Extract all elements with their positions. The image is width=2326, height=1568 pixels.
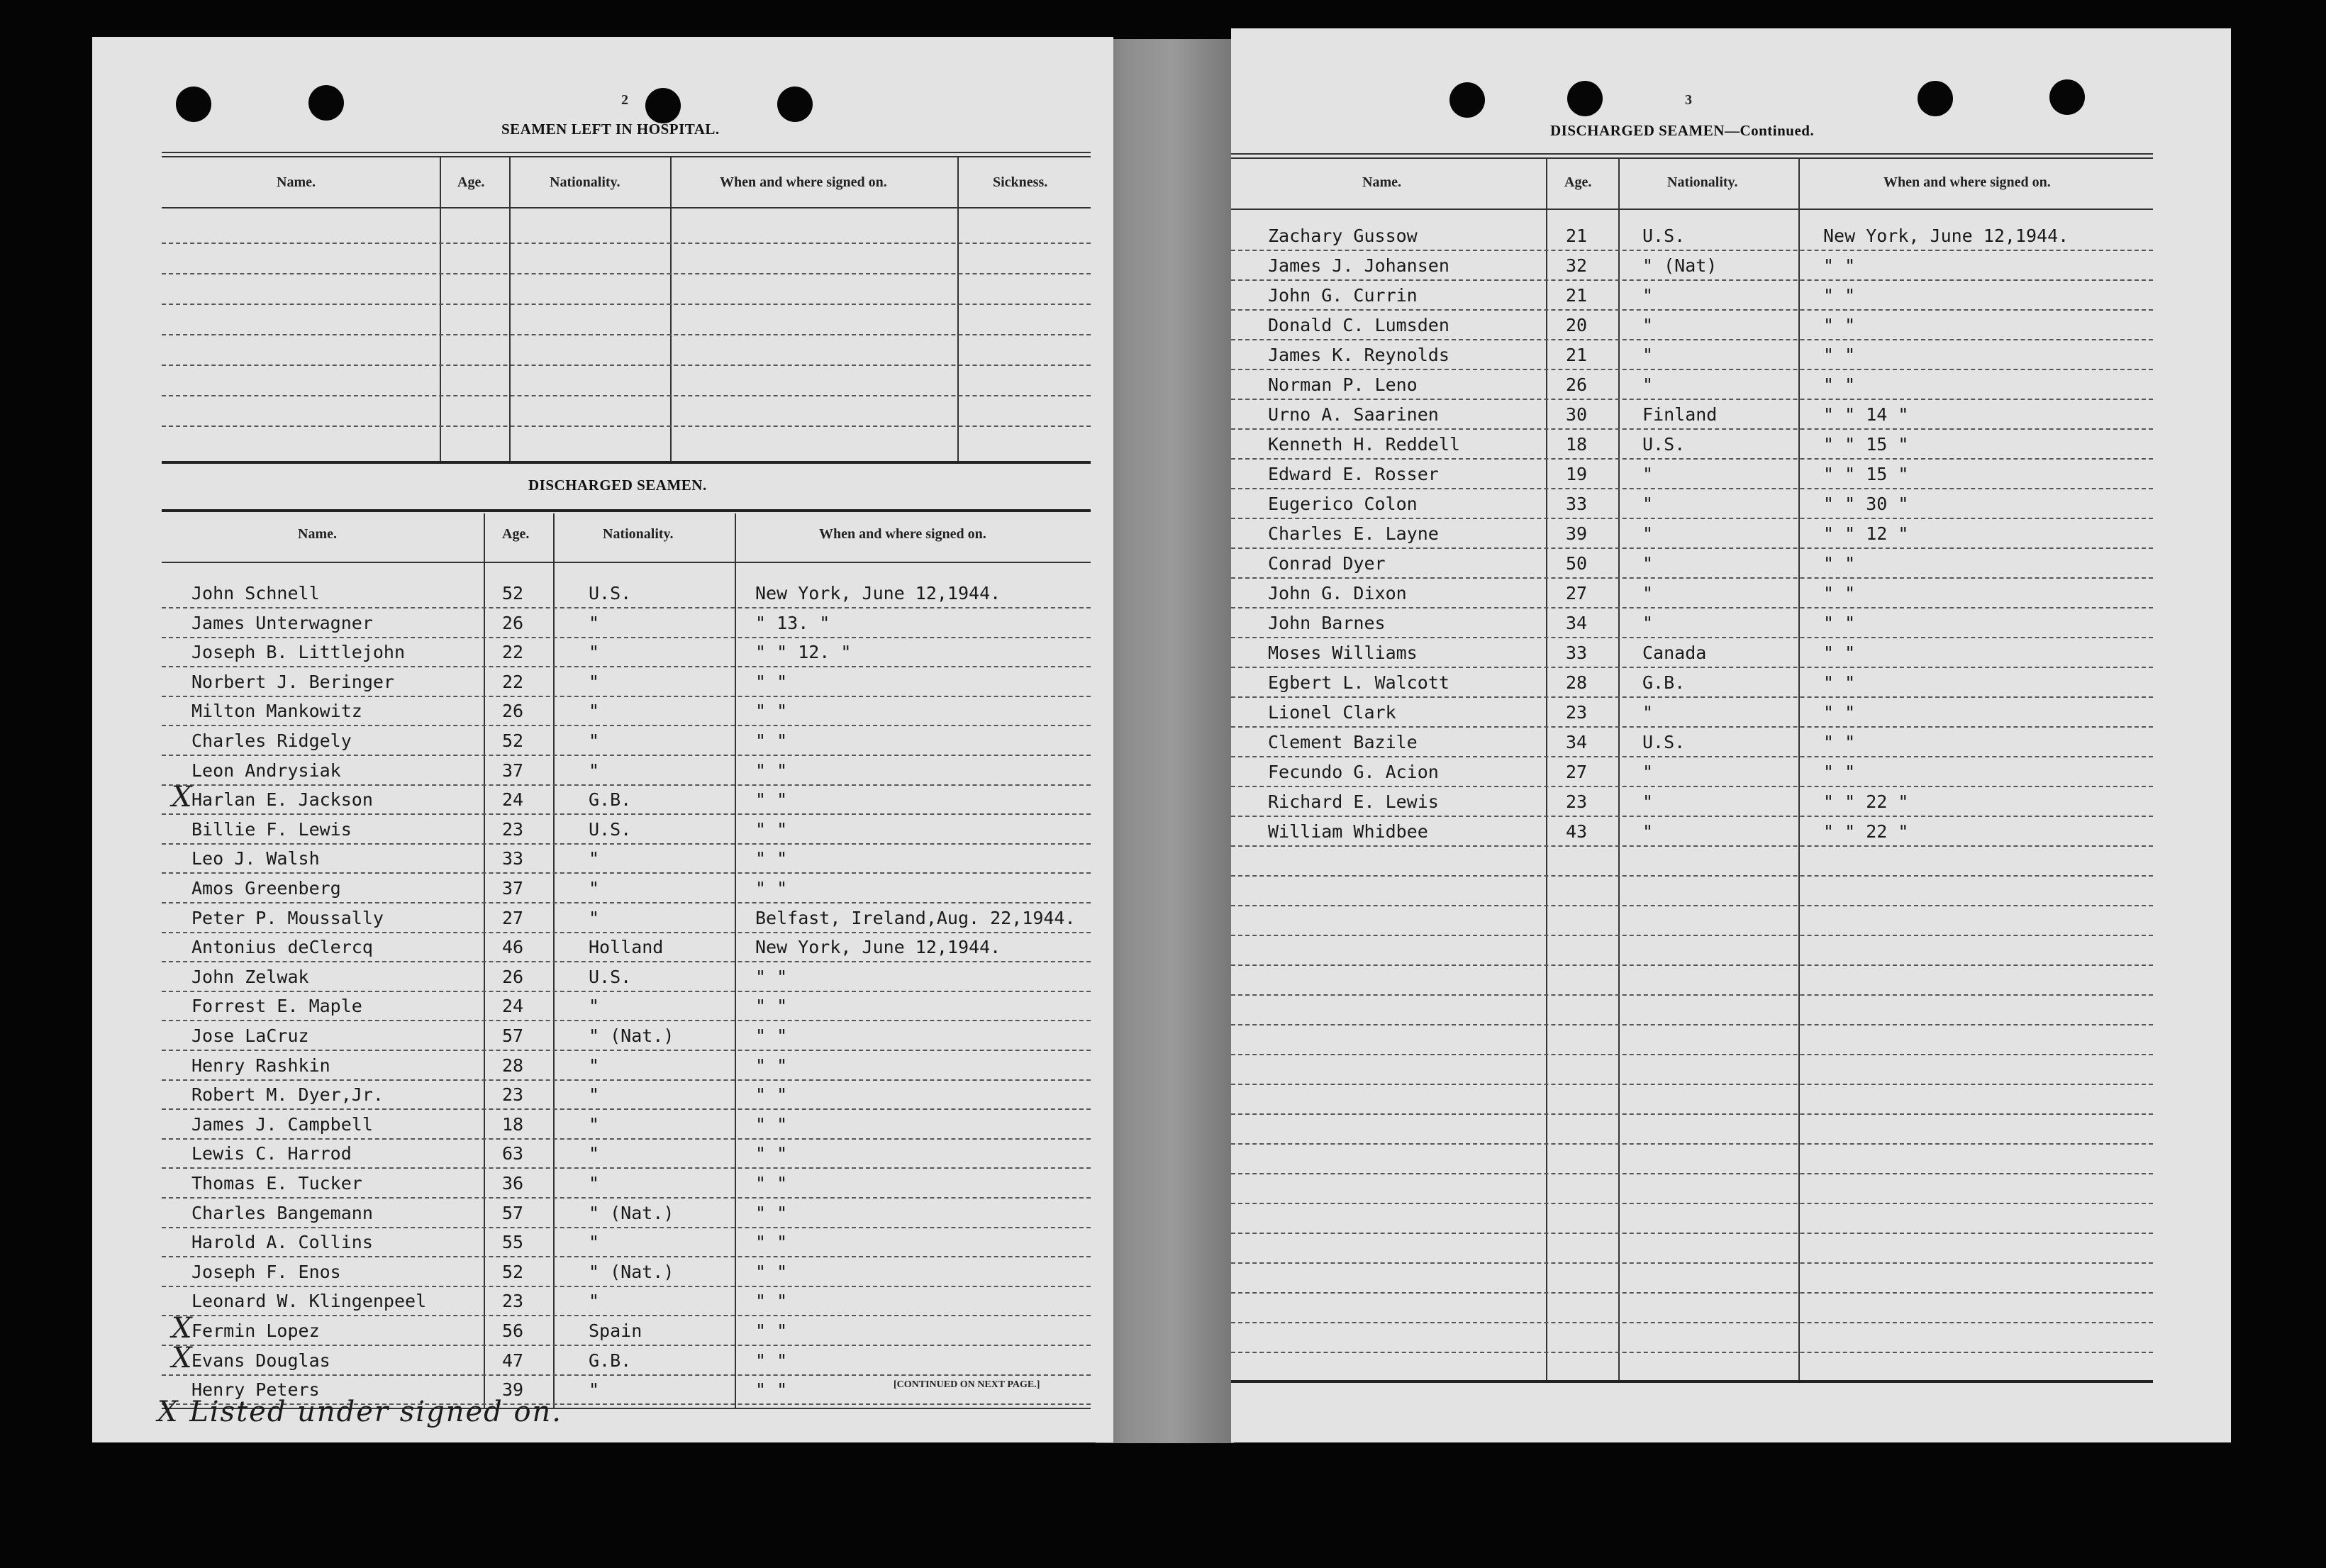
row-rule [162, 932, 1091, 933]
row-rule [162, 607, 1091, 608]
seaman-name: Forrest E. Maple [191, 996, 362, 1016]
seaman-name: Lionel Clark [1268, 702, 1396, 723]
seaman-age: 22 [502, 672, 524, 692]
seaman-name: Henry Peters [191, 1379, 320, 1400]
seaman-nationality: " [1642, 553, 1654, 574]
seaman-signed-on: " " [755, 1203, 788, 1223]
punch-hole [645, 88, 681, 123]
seaman-age: 36 [502, 1173, 524, 1194]
seaman-age: 37 [502, 760, 524, 781]
seaman-nationality: " [1642, 494, 1654, 514]
seaman-name: Joseph B. Littlejohn [191, 642, 406, 662]
seaman-signed-on: " " 15 " [1823, 434, 1909, 455]
row-rule [1231, 905, 2153, 906]
seaman-age: 37 [502, 878, 524, 899]
seaman-name: Fermin Lopez [191, 1320, 320, 1341]
right-header-age: Age. [1564, 174, 1592, 190]
seaman-name: Conrad Dyer [1268, 553, 1386, 574]
row-rule [162, 1138, 1091, 1140]
seaman-name: James Unterwagner [191, 613, 373, 633]
seaman-nationality: " (Nat.) [589, 1203, 674, 1223]
hospital-header-sickness: Sickness. [993, 174, 1048, 190]
punch-hole [2049, 79, 2085, 115]
seaman-signed-on: " " [1823, 702, 1856, 723]
cross-mark: X [172, 1342, 192, 1374]
row-rule [1231, 696, 2153, 698]
seaman-nationality: " [1642, 702, 1654, 723]
seaman-age: 23 [1566, 791, 1588, 812]
seaman-nationality: " [589, 672, 600, 692]
seaman-age: 24 [502, 996, 524, 1016]
seaman-signed-on: " " 22 " [1823, 821, 1909, 842]
seaman-signed-on: " 13. " [755, 613, 830, 633]
seaman-nationality: " [589, 1114, 600, 1135]
seaman-name: Clement Bazile [1268, 732, 1418, 752]
seaman-signed-on: " " [1823, 315, 1856, 335]
seaman-signed-on: " " [755, 730, 788, 751]
row-rule [1231, 994, 2153, 996]
seaman-nationality: " [589, 1084, 600, 1105]
row-rule [1231, 1054, 2153, 1055]
seaman-nationality: G.B. [589, 789, 632, 810]
punch-hole [777, 87, 813, 122]
seaman-name: Fecundo G. Acion [1268, 762, 1439, 782]
seaman-name: Charles Ridgely [191, 730, 352, 751]
seaman-signed-on: " " [755, 848, 788, 869]
seaman-age: 33 [502, 848, 524, 869]
row-rule [1231, 1084, 2153, 1085]
seaman-name: John Zelwak [191, 967, 309, 987]
seaman-age: 46 [502, 937, 524, 957]
seaman-name: William Whidbee [1268, 821, 1428, 842]
seaman-nationality: " [1642, 374, 1654, 395]
seaman-name: Kenneth H. Reddell [1268, 434, 1460, 455]
right-page [1231, 28, 2231, 1442]
seaman-signed-on: " " 30 " [1823, 494, 1909, 514]
seaman-name: Leo J. Walsh [191, 848, 320, 869]
seaman-age: 43 [1566, 821, 1588, 842]
seaman-age: 39 [1566, 523, 1588, 544]
seaman-age: 55 [502, 1232, 524, 1252]
seaman-nationality: " [1642, 791, 1654, 812]
seaman-name: Leonard W. Klingenpeel [191, 1291, 427, 1311]
seaman-age: 26 [1566, 374, 1588, 395]
seaman-signed-on: " " [755, 1379, 788, 1400]
seaman-name: Norman P. Leno [1268, 374, 1418, 395]
row-rule [1231, 1143, 2153, 1145]
row-rule [1231, 1173, 2153, 1174]
seaman-signed-on: " " [755, 1173, 788, 1194]
seaman-age: 50 [1566, 553, 1588, 574]
seaman-nationality: " [589, 1143, 600, 1164]
discharged-header-age: Age. [502, 526, 530, 542]
seaman-nationality: " [589, 1173, 600, 1194]
seaman-nationality: U.S. [589, 967, 632, 987]
seaman-age: 52 [502, 1262, 524, 1282]
seaman-name: Charles E. Layne [1268, 523, 1439, 544]
seaman-name: Richard E. Lewis [1268, 791, 1439, 812]
seaman-signed-on: " " [1823, 613, 1856, 633]
discharged-header-name: Name. [298, 526, 337, 542]
seaman-age: 18 [1566, 434, 1588, 455]
seaman-signed-on: " " [1823, 762, 1856, 782]
seaman-signed-on: " " [755, 1084, 788, 1105]
row-rule [1231, 875, 2153, 877]
seaman-signed-on: " " [755, 1350, 788, 1371]
seaman-name: Moses Williams [1268, 643, 1418, 663]
seaman-name: Zachary Gussow [1268, 226, 1418, 246]
seaman-nationality: " (Nat.) [589, 1262, 674, 1282]
seaman-age: 21 [1566, 226, 1588, 246]
seaman-age: 23 [502, 1291, 524, 1311]
row-rule [162, 1286, 1091, 1287]
seaman-nationality: " [589, 701, 600, 721]
row-rule [162, 843, 1091, 845]
page-gutter [1096, 39, 1234, 1443]
punch-hole [1567, 81, 1603, 116]
seaman-age: 23 [1566, 702, 1588, 723]
row-rule [162, 1374, 1091, 1376]
seaman-nationality: U.S. [1642, 434, 1686, 455]
seaman-nationality: " [1642, 821, 1654, 842]
seaman-name: James J. Campbell [191, 1114, 373, 1135]
seaman-nationality: " [589, 760, 600, 781]
seaman-signed-on: Belfast, Ireland,Aug. 22,1944. [755, 908, 1076, 928]
seaman-nationality: Canada [1642, 643, 1707, 663]
seaman-signed-on: New York, June 12,1944. [1823, 226, 2069, 246]
seaman-nationality: " [589, 996, 600, 1016]
seaman-name: Charles Bangemann [191, 1203, 373, 1223]
seaman-name: Peter P. Moussally [191, 908, 384, 928]
row-rule [1231, 1262, 2153, 1264]
seaman-age: 33 [1566, 494, 1588, 514]
discharged-header-nationality: Nationality. [603, 526, 674, 542]
punch-hole [176, 87, 211, 122]
seaman-signed-on: " " [755, 1262, 788, 1282]
seaman-signed-on: " " [755, 760, 788, 781]
row-rule [1231, 935, 2153, 936]
seaman-age: 34 [1566, 613, 1588, 633]
seaman-signed-on: " " 12 " [1823, 523, 1909, 544]
row-rule [1231, 458, 2153, 460]
row-rule [1231, 428, 2153, 430]
seaman-age: 26 [502, 967, 524, 987]
punch-hole [1918, 81, 1953, 116]
seaman-age: 28 [1566, 672, 1588, 693]
right-header-signed: When and where signed on. [1883, 174, 2051, 190]
row-rule [162, 902, 1091, 903]
seaman-age: 23 [502, 819, 524, 840]
seaman-nationality: Spain [589, 1320, 642, 1341]
seaman-name: Henry Rashkin [191, 1055, 330, 1076]
row-rule [162, 1167, 1091, 1169]
seaman-nationality: " [589, 848, 600, 869]
seaman-nationality: " [1642, 464, 1654, 484]
row-rule [1231, 756, 2153, 757]
seaman-nationality: " [589, 730, 600, 751]
seaman-age: 28 [502, 1055, 524, 1076]
row-rule [162, 725, 1091, 726]
row-rule [1231, 726, 2153, 728]
seaman-age: 39 [502, 1379, 524, 1400]
seaman-age: 22 [502, 642, 524, 662]
seaman-signed-on: " " [755, 701, 788, 721]
seaman-age: 18 [502, 1114, 524, 1135]
seaman-name: Leon Andrysiak [191, 760, 341, 781]
seaman-nationality: " [589, 1055, 600, 1076]
seaman-nationality: " [1642, 345, 1654, 365]
continued-title: DISCHARGED SEAMEN—Continued. [1550, 122, 1815, 139]
seaman-age: 27 [1566, 583, 1588, 604]
row-rule [1231, 1024, 2153, 1025]
seaman-signed-on: " " [1823, 285, 1856, 306]
seaman-signed-on: New York, June 12,1944. [755, 937, 1001, 957]
punch-hole [308, 85, 344, 121]
seaman-signed-on: New York, June 12,1944. [755, 583, 1001, 604]
row-rule [162, 755, 1091, 756]
seaman-name: Antonius deClercq [191, 937, 373, 957]
seaman-nationality: " [1642, 583, 1654, 604]
seaman-signed-on: " " [1823, 643, 1856, 663]
seaman-signed-on: " " [755, 1114, 788, 1135]
seaman-name: Donald C. Lumsden [1268, 315, 1449, 335]
seaman-signed-on: " " [755, 1055, 788, 1076]
seaman-signed-on: " " [755, 789, 788, 810]
seaman-age: 19 [1566, 464, 1588, 484]
seaman-name: Lewis C. Harrod [191, 1143, 352, 1164]
row-rule [1231, 845, 2153, 847]
seaman-signed-on: " " [1823, 672, 1856, 693]
seaman-name: Urno A. Saarinen [1268, 404, 1439, 425]
seaman-age: 21 [1566, 285, 1588, 306]
row-rule [1231, 1292, 2153, 1294]
seaman-name: Milton Mankowitz [191, 701, 362, 721]
row-rule [162, 1079, 1091, 1081]
seaman-signed-on: " " 22 " [1823, 791, 1909, 812]
row-rule [162, 637, 1091, 638]
right-header-name: Name. [1362, 174, 1401, 190]
seaman-age: 56 [502, 1320, 524, 1341]
seaman-nationality: G.B. [589, 1350, 632, 1371]
seaman-name: Joseph F. Enos [191, 1262, 341, 1282]
seaman-signed-on: " " [755, 996, 788, 1016]
seaman-name: Robert M. Dyer,Jr. [191, 1084, 384, 1105]
punch-hole [1449, 82, 1485, 118]
discharged-title: DISCHARGED SEAMEN. [528, 477, 707, 494]
seaman-signed-on: " " [755, 819, 788, 840]
row-rule [1231, 369, 2153, 370]
seaman-name: Harold A. Collins [191, 1232, 373, 1252]
row-rule [162, 1197, 1091, 1199]
row-rule [1231, 1322, 2153, 1323]
page-number: 2 [621, 92, 628, 108]
row-rule [1231, 279, 2153, 281]
seaman-nationality: " [589, 908, 600, 928]
seaman-signed-on: " " [1823, 732, 1856, 752]
seaman-name: Harlan E. Jackson [191, 789, 373, 810]
hospital-header-name: Name. [277, 174, 316, 190]
hospital-header-age: Age. [457, 174, 485, 190]
seaman-nationality: U.S. [1642, 732, 1686, 752]
row-rule [1231, 1113, 2153, 1115]
seaman-nationality: " [589, 1291, 600, 1311]
hospital-header-signed: When and where signed on. [720, 174, 887, 190]
row-rule [1231, 577, 2153, 579]
seaman-age: 21 [1566, 345, 1588, 365]
seaman-signed-on: " " [755, 1291, 788, 1311]
seaman-age: 34 [1566, 732, 1588, 752]
seaman-nationality: Finland [1642, 404, 1718, 425]
seaman-signed-on: " " 15 " [1823, 464, 1909, 484]
seaman-name: John G. Dixon [1268, 583, 1407, 604]
row-rule [162, 1345, 1091, 1346]
seaman-age: 32 [1566, 255, 1588, 276]
seaman-name: Billie F. Lewis [191, 819, 352, 840]
row-rule [1231, 964, 2153, 966]
row-rule [1231, 1203, 2153, 1204]
seaman-age: 26 [502, 701, 524, 721]
seaman-age: 24 [502, 789, 524, 810]
seaman-nationality: U.S. [589, 819, 632, 840]
row-rule [1231, 786, 2153, 787]
seaman-nationality: " [1642, 613, 1654, 633]
right-header-nationality: Nationality. [1667, 174, 1738, 190]
seaman-age: 23 [502, 1084, 524, 1105]
row-rule [1231, 816, 2153, 817]
seaman-nationality: " [589, 613, 600, 633]
seaman-name: Amos Greenberg [191, 878, 341, 899]
row-rule [162, 961, 1091, 962]
seaman-signed-on: " " [1823, 345, 1856, 365]
seaman-age: 20 [1566, 315, 1588, 335]
row-rule [162, 1108, 1091, 1110]
hospital-header-nationality: Nationality. [550, 174, 621, 190]
row-rule [1231, 339, 2153, 340]
seaman-nationality: U.S. [1642, 226, 1686, 246]
seaman-signed-on: " " [1823, 553, 1856, 574]
row-rule [1231, 637, 2153, 638]
row-rule [1231, 607, 2153, 608]
seaman-age: 33 [1566, 643, 1588, 663]
seaman-nationality: U.S. [589, 583, 632, 604]
seaman-nationality: " [1642, 315, 1654, 335]
cross-mark: X [172, 781, 192, 813]
seaman-nationality: " [1642, 762, 1654, 782]
seaman-signed-on: " " 14 " [1823, 404, 1909, 425]
discharged-header-signed: When and where signed on. [819, 526, 986, 542]
seaman-age: 57 [502, 1203, 524, 1223]
row-rule [162, 696, 1091, 697]
seaman-nationality: " [589, 1379, 600, 1400]
seaman-nationality: " [589, 1232, 600, 1252]
seaman-nationality: " [1642, 285, 1654, 306]
seaman-name: John Schnell [191, 583, 320, 604]
handwritten-note: X Listed under signed on. [157, 1396, 563, 1428]
row-rule [1231, 1352, 2153, 1353]
cross-mark: X [172, 1312, 192, 1345]
seaman-age: 52 [502, 583, 524, 604]
seaman-signed-on: " " [755, 672, 788, 692]
seaman-signed-on: " " [755, 1143, 788, 1164]
seaman-name: John G. Currin [1268, 285, 1418, 306]
seaman-signed-on: " " 12. " [755, 642, 852, 662]
row-rule [162, 1227, 1091, 1228]
seaman-name: James J. Johansen [1268, 255, 1449, 276]
continued-note: [CONTINUED ON NEXT PAGE.] [894, 1379, 1040, 1390]
page-number: 3 [1685, 92, 1692, 108]
seaman-age: 57 [502, 1025, 524, 1046]
seaman-name: Egbert L. Walcott [1268, 672, 1449, 693]
seaman-nationality: " [589, 642, 600, 662]
row-rule [162, 1315, 1091, 1316]
seaman-name: Thomas E. Tucker [191, 1173, 362, 1194]
seaman-signed-on: " " [755, 878, 788, 899]
seaman-age: 27 [502, 908, 524, 928]
seaman-name: James K. Reynolds [1268, 345, 1449, 365]
seaman-name: John Barnes [1268, 613, 1386, 633]
row-rule [1231, 250, 2153, 251]
seaman-name: Eugerico Colon [1268, 494, 1418, 514]
row-rule [162, 872, 1091, 874]
seaman-nationality: " (Nat.) [589, 1025, 674, 1046]
row-rule [162, 784, 1091, 786]
seaman-age: 63 [502, 1143, 524, 1164]
seaman-age: 27 [1566, 762, 1588, 782]
seaman-nationality: Holland [589, 937, 664, 957]
seaman-name: Jose LaCruz [191, 1025, 309, 1046]
row-rule [1231, 518, 2153, 519]
row-rule [162, 1256, 1091, 1257]
seaman-nationality: " [1642, 523, 1654, 544]
seaman-signed-on: " " [755, 1320, 788, 1341]
row-rule [1231, 309, 2153, 311]
seaman-signed-on: " " [755, 1232, 788, 1252]
seaman-age: 26 [502, 613, 524, 633]
seaman-signed-on: " " [1823, 583, 1856, 604]
seaman-signed-on: " " [1823, 255, 1856, 276]
seaman-name: Evans Douglas [191, 1350, 330, 1371]
row-rule [1231, 667, 2153, 668]
seaman-age: 52 [502, 730, 524, 751]
row-rule [162, 1050, 1091, 1051]
seaman-signed-on: " " [755, 1025, 788, 1046]
row-rule [162, 666, 1091, 667]
seaman-name: Norbert J. Beringer [191, 672, 394, 692]
seaman-nationality: G.B. [1642, 672, 1686, 693]
row-rule [162, 1020, 1091, 1021]
seaman-name: Edward E. Rosser [1268, 464, 1439, 484]
seaman-nationality: " [589, 878, 600, 899]
row-rule [162, 991, 1091, 992]
seaman-signed-on: " " [1823, 374, 1856, 395]
hospital-title: SEAMEN LEFT IN HOSPITAL. [501, 121, 720, 138]
row-rule [1231, 488, 2153, 489]
seaman-signed-on: " " [755, 967, 788, 987]
row-rule [1231, 1233, 2153, 1234]
seaman-age: 47 [502, 1350, 524, 1371]
row-rule [1231, 399, 2153, 400]
seaman-age: 30 [1566, 404, 1588, 425]
row-rule [162, 813, 1091, 815]
left-page [92, 37, 1113, 1442]
seaman-nationality: " (Nat) [1642, 255, 1718, 276]
row-rule [1231, 547, 2153, 549]
